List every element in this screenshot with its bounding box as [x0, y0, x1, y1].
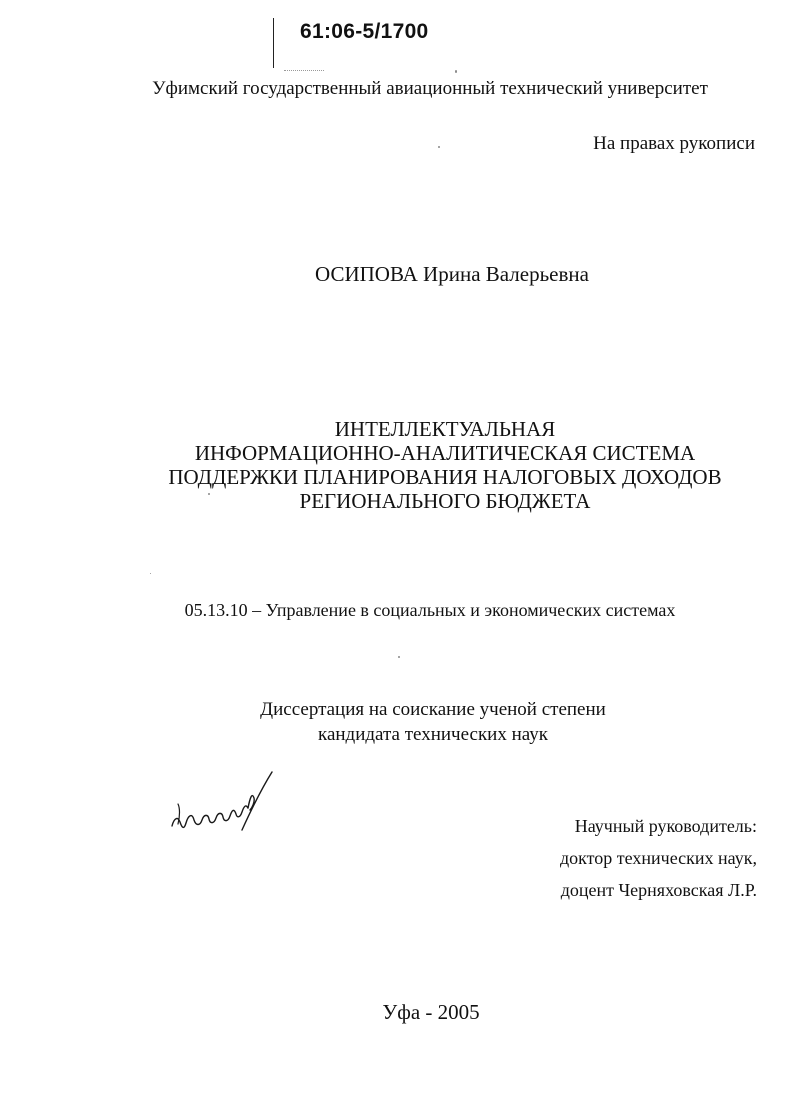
title-line: РЕГИОНАЛЬНОГО БЮДЖЕТА — [299, 489, 591, 513]
rights-notice: На правах рукописи — [593, 133, 755, 154]
title-line: ПОДДЕРЖКИ ПЛАНИРОВАНИЯ НАЛОГОВЫХ ДОХОДОВ — [168, 465, 722, 489]
degree-statement — [0, 697, 793, 747]
archive-code: 61:06-5/1700 — [300, 20, 429, 43]
supervisor-label: Научный руководитель: — [574, 816, 757, 836]
title-line: ИНТЕЛЛЕКТУАЛЬНАЯ — [334, 417, 556, 441]
scan-speck — [208, 493, 210, 495]
margin-rule — [273, 18, 274, 68]
title-line: ИНФОРМАЦИОННО-АНАЛИТИЧЕСКАЯ СИСТЕМА — [194, 441, 696, 465]
scan-speck — [438, 146, 440, 148]
scan-speck — [398, 656, 400, 658]
degree-line-1: Диссертация на соискание ученой степени — [260, 699, 606, 720]
dissertation-title — [0, 417, 793, 513]
supervisor-degree: доктор технических наук, — [560, 848, 757, 868]
author-name: ОСИПОВА Ирина Валерьевна — [315, 262, 589, 286]
scan-speck — [150, 573, 151, 574]
stamp-marks — [284, 70, 324, 72]
degree-line-2: кандидата технических наук — [318, 724, 548, 745]
scan-speck — [455, 70, 457, 73]
specialty-code: 05.13.10 – Управление в социальных и экономических системах — [184, 600, 676, 620]
supervisor-block — [560, 810, 757, 906]
handwritten-signature — [168, 768, 278, 838]
university-name: Уфимский государственный авиационный технический университет — [152, 78, 708, 99]
supervisor-name: доцент Черняховская Л.Р. — [560, 880, 757, 900]
city-year: Уфа - 2005 — [382, 1000, 480, 1024]
